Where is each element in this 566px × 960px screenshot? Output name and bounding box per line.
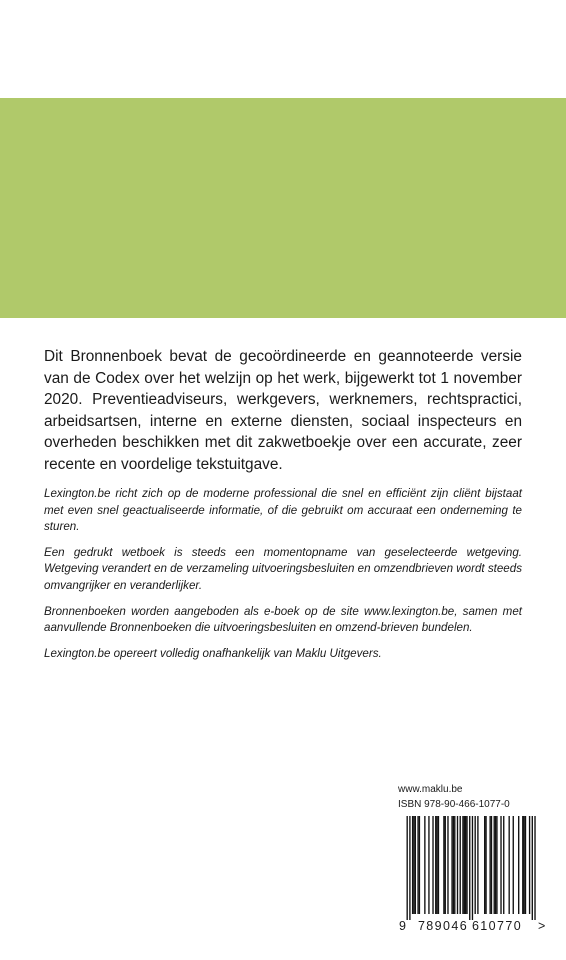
barcode-block <box>398 782 548 934</box>
barcode-bar <box>500 816 501 914</box>
isbn-label: ISBN 978-90-466-1077-0 <box>398 799 510 810</box>
cover-color-band <box>0 98 566 318</box>
barcode-bar <box>462 816 463 914</box>
barcode-bar <box>522 816 523 914</box>
barcode-bar <box>503 816 504 914</box>
barcode-bar <box>472 816 473 920</box>
barcode-bars <box>407 816 536 920</box>
barcode-bar <box>509 816 510 914</box>
barcode-bar <box>412 816 413 914</box>
barcode-graphic <box>398 816 546 934</box>
notes-section <box>44 486 522 671</box>
barcode-bar <box>496 816 497 914</box>
barcode-bar <box>457 816 458 914</box>
barcode-bar <box>413 816 414 914</box>
barcode-bar <box>469 816 470 920</box>
barcode-digits-left: 789046 <box>417 919 469 933</box>
barcode-bar <box>453 816 454 914</box>
note-independence: Lexington.be opereert volledig onafhankelijk van Maklu Uitgevers. <box>44 646 382 660</box>
barcode-bar <box>534 816 535 920</box>
publisher-website: www.maklu.be <box>398 784 463 795</box>
barcode-bar <box>424 816 425 914</box>
barcode-bar <box>532 816 533 920</box>
barcode-bar <box>491 816 492 914</box>
barcode-digit-first: 9 <box>399 919 406 933</box>
barcode-bar <box>489 816 490 914</box>
barcode-bar <box>484 816 485 914</box>
barcode-bar <box>454 816 455 914</box>
barcode-bar <box>415 816 416 914</box>
intro-paragraph: Dit Bronnenboek bevat de gecoördineerde en geannoteerde versie van de Codex over het welzijn op het werk, bijgewerkt tot 1 november 2020. Preventieadviseurs, werkgevers, werknemers, rechtspractici, arbeidsartsen, interne en externe diensten, sociaal inspecteurs en overheden beschikken met dit zakwetboekje over een accurate, zeer recente en voordelige tekstuitgave. <box>44 348 522 473</box>
barcode-bar <box>419 816 420 914</box>
barcode-digits-right: 610770 <box>471 919 523 933</box>
note-ebook: Bronnenboeken worden aangeboden als e-boek op de site www.lexington.be, samen met aanvullende Bronnenboeken die uitvoeringsbesluiten en omzend-brieven bundelen. <box>44 604 522 635</box>
barcode-bar <box>494 816 495 914</box>
barcode-quiet-mark: > <box>538 919 546 933</box>
barcode-bar <box>464 816 465 914</box>
barcode-bar <box>417 816 418 914</box>
barcode-bar <box>477 816 478 914</box>
note-printed-code: Een gedrukt wetboek is steeds een momentopname van geselecteerde wetgeving. Wetgeving verandert en de verzameling uitvoeringsbesluiten en omzendbrieven wordt steeds omvangrijker en veranderlijker. <box>44 545 522 592</box>
barcode-bar <box>529 816 530 914</box>
barcode-bar <box>466 816 467 914</box>
barcode-bar <box>460 816 461 914</box>
barcode-bar <box>445 816 446 914</box>
barcode-bar <box>409 816 410 920</box>
barcode-bar <box>525 816 526 914</box>
barcode-bar <box>518 816 519 914</box>
barcode-bar <box>485 816 486 914</box>
barcode-bar <box>407 816 408 920</box>
barcode-bar <box>513 816 514 914</box>
note-lexington-professional: Lexington.be richt zich op de moderne professional die snel en efficiënt zijn cliënt bijstaat met even snel geactualiseerde informatie, of die gebruikt om accuraat een onderneming te sturen. <box>44 487 522 534</box>
barcode-bar <box>465 816 466 914</box>
barcode-bar <box>438 816 439 914</box>
barcode-bar <box>447 816 448 914</box>
barcode-bar <box>475 816 476 914</box>
barcode-bar <box>435 816 436 914</box>
barcode-bar <box>443 816 444 914</box>
barcode-bar <box>523 816 524 914</box>
barcode-bar <box>495 816 496 914</box>
barcode-bar <box>451 816 452 914</box>
barcode-bar <box>436 816 437 914</box>
barcode-bar <box>432 816 433 914</box>
barcode-bar <box>428 816 429 914</box>
